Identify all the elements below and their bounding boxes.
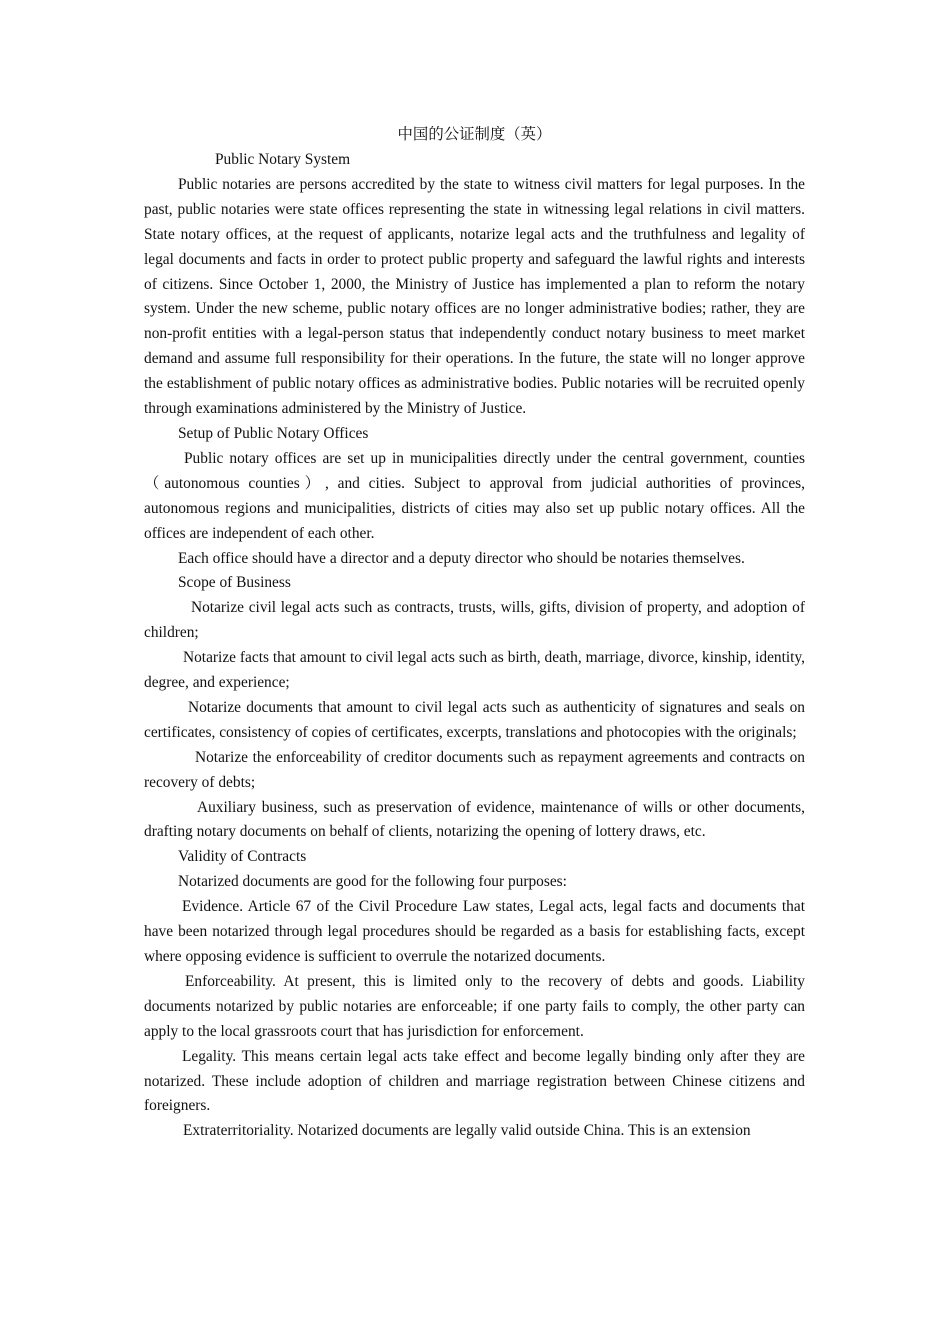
setup-paragraph: Public notary offices are set up in municipalities directly under the central government, counties （autonomous counties）, and cities. Subject to approval from judicial authorities of provinces, autonomous regions and municipalities, districts of cities may also set up public notary offices. All the offices are independent of each other.	[144, 449, 805, 542]
validity-item: Evidence. Article 67 of the Civil Procedure Law states, Legal acts, legal facts and documents that have been notarized through legal procedures should be regarded as a basis for establishing facts, except where opposing evidence is sufficient to overrule the notarized documents.	[144, 898, 805, 965]
validity-item: Enforceability. At present, this is limited only to the recovery of debts and goods. Liability documents notarized by public notaries are enforceable; if one party fails to comply, the other party can apply to the local grassroots court that has jurisdiction for enforcement.	[144, 972, 805, 1040]
scope-item: Notarize facts that amount to civil legal acts such as birth, death, marriage, divorce, kinship, identity, degree, and experience;	[144, 649, 805, 692]
scope-item: Notarize documents that amount to civil legal acts such as authenticity of signatures and seals on certificates, consistency of copies of certificates, excerpts, translations and photocopies with the originals;	[144, 698, 805, 741]
section-heading-setup: Setup of Public Notary Offices	[178, 424, 369, 442]
scope-item: Auxiliary business, such as preservation of evidence, maintenance of wills or other documents, drafting notary documents on behalf of clients, notarizing the opening of lottery draws, etc.	[144, 798, 805, 841]
scope-item: Notarize the enforceability of creditor documents such as repayment agreements and contracts on recovery of debts;	[144, 748, 805, 791]
setup-paragraph: Each office should have a director and a deputy director who should be notaries themselves.	[178, 549, 745, 567]
document-title: 中国的公证制度（英）	[397, 126, 552, 143]
section-heading-validity: Validity of Contracts	[178, 848, 307, 866]
intro-paragraph: Public notaries are persons accredited by the state to witness civil matters for legal purposes. In the past, public notaries were state offices representing the state in witnessing legal relations in civil matters. State notary offices, at the request of applicants, notarize legal acts and the truthfulness and legality of legal documents and facts in order to protect public property and safeguard the lawful rights and interests of citizens. Since October 1, 2000, the Ministry of Justice has implemented a plan to reform the notary system. Under the new scheme, public notary offices are no longer administrative bodies; rather, they are non-profit entities with a legal-person status that independently conduct notary business to meet market demand and assume full responsibility for their operations. In the future, the state will no longer approve the establishment of public notary offices as administrative bodies. Public notaries will be recruited openly through examinations administered by the Ministry of Justice.	[144, 175, 805, 418]
section-heading-scope: Scope of Business	[178, 574, 291, 592]
document-subtitle: Public Notary System	[215, 151, 351, 168]
validity-item: Legality. This means certain legal acts take effect and become legally binding only after they are notarized. These include adoption of children and marriage registration between Chinese citizens and foreigners.	[144, 1047, 805, 1115]
scope-item: Notarize civil legal acts such as contracts, trusts, wills, gifts, division of property, and adoption of children;	[144, 599, 805, 642]
validity-item: Extraterritoriality. Notarized documents are legally valid outside China. This is an extension	[183, 1122, 751, 1140]
document-body	[144, 123, 805, 1144]
validity-intro: Notarized documents are good for the following four purposes:	[178, 873, 567, 891]
